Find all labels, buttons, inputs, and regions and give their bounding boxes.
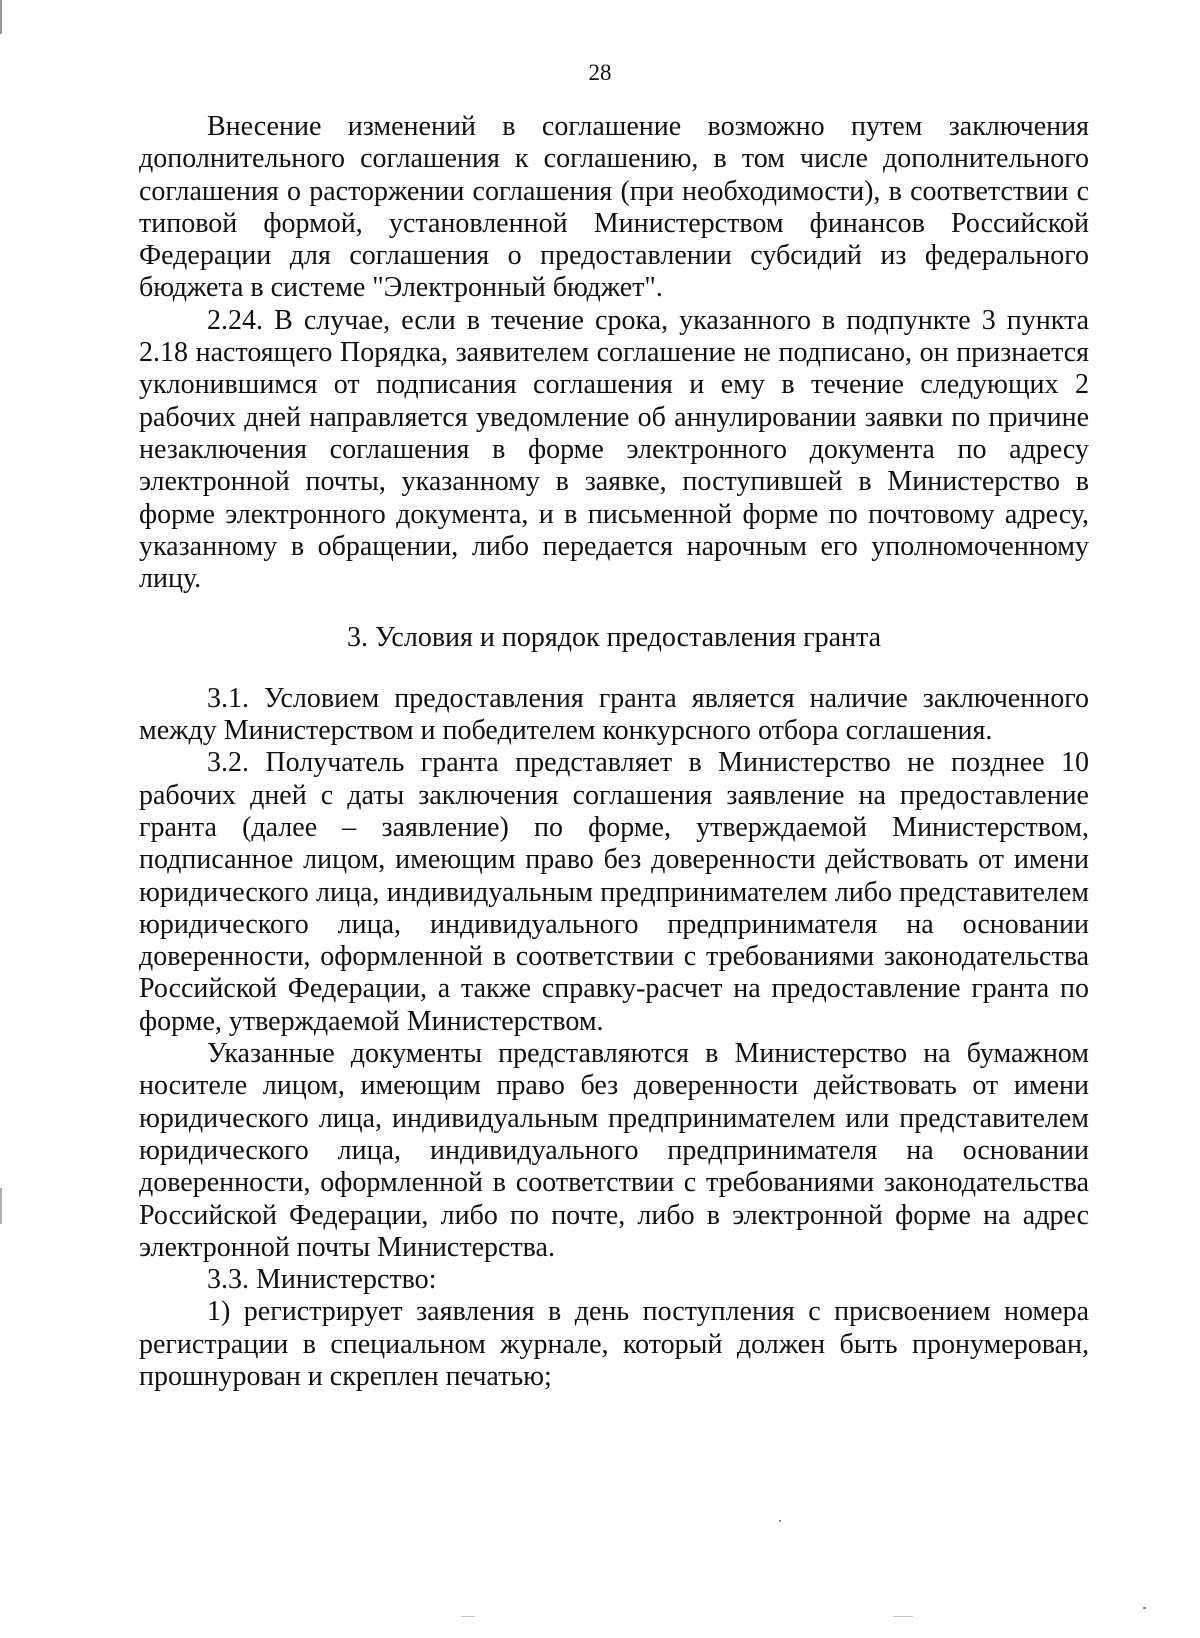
scan-speck xyxy=(893,1616,913,1617)
paragraph-documents-submission: Указанные документы представляются в Министерство на бумажном носителе лицом, имеющим право без доверенности действовать от имени юридического лица, индивидуальным предпринимателем или представителем юридического лица, индивидуального предпринимателя на основании доверенности, оформленной в соответствии с требованиями законодательства Российской Федерации, либо по почте, либо в электронной форме на адрес электронной почты Министерства. xyxy=(139,1038,1089,1263)
scan-edge-mark xyxy=(0,0,2,34)
paragraph-3-3: 3.3. Министерство: xyxy=(207,1264,437,1296)
section-heading: 3. Условия и порядок предоставления гранта xyxy=(346,622,882,654)
paragraph-3-2: 3.2. Получатель гранта представляет в Министерство не позднее 10 рабочих дней с даты заключения соглашения заявление на предоставление гранта (далее – заявление) по форме, утверждаемой Министерством, подписанное лицом, имеющим право без доверенности действовать от имени юридического лица, индивидуальным предпринимателем либо представителем юридического лица, индивидуального предпринимателя на основании доверенности, оформленной в соответствии с требованиями законодательства Российской Федерации, а также справку-расчет на предоставление гранта по форме, утверждаемой Министерством. xyxy=(139,747,1089,1037)
page-number: 28 xyxy=(588,60,612,85)
paragraph-3-1: 3.1. Условием предоставления гранта является наличие заключенного между Министерством и победителем конкурсного отбора соглашения. xyxy=(139,682,1089,747)
scan-speck xyxy=(779,1520,781,1522)
paragraph-amendment-procedure: Внесение изменений в соглашение возможно путем заключения дополнительного соглашения к соглашению, в том числе дополнительного соглашения о расторжении соглашения (при необходимости), в соответствии с типовой формой, установленной Министерством финансов Российской Федерации для соглашения о предоставлении субсидий из федерального бюджета в системе "Электронный бюджет". xyxy=(139,111,1089,304)
scan-speck xyxy=(1143,1607,1146,1609)
scan-edge-mark xyxy=(0,1188,2,1224)
document-body xyxy=(139,111,1089,1393)
paragraph-3-3-item-1: 1) регистрирует заявления в день поступления с присвоением номера регистрации в специальном журнале, который должен быть пронумерован, прошнурован и скреплен печатью; xyxy=(139,1296,1089,1392)
scan-speck xyxy=(461,1616,475,1617)
paragraph-2-24: 2.24. В случае, если в течение срока, указанного в подпункте 3 пункта 2.18 настоящего Порядка, заявителем соглашение не подписано, он признается уклонившимся от подписания соглашения и ему в течение следующих 2 рабочих дней направляется уведомление об аннулировании заявки по причине незаключения соглашения в форме электронного документа по адресу электронной почты, указанному в заявке, поступившей в Министерство в форме электронного документа, и в письменной форме по почтовому адресу, указанному в обращении, либо передается нарочным его уполномоченному лицу. xyxy=(139,304,1089,595)
